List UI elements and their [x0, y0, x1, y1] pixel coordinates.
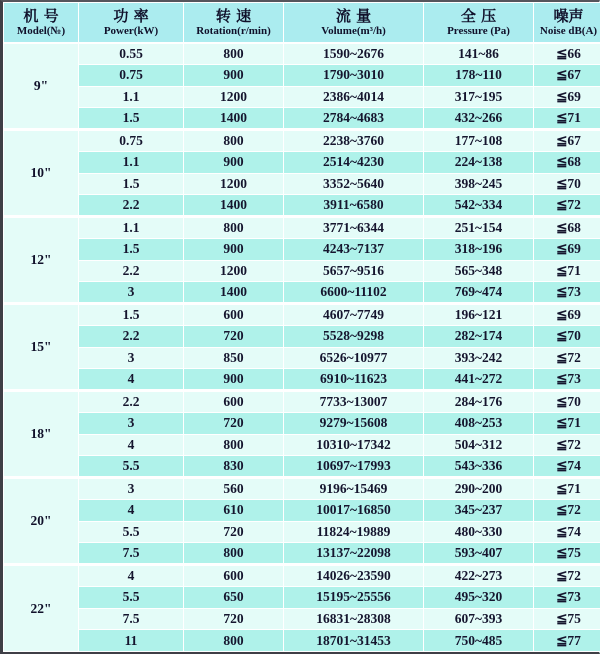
power-cell: 3	[79, 347, 184, 369]
power-cell: 5.5	[79, 456, 184, 478]
pressure-cell: 318~196	[424, 238, 534, 260]
table-header	[4, 3, 600, 43]
pressure-cell: 196~121	[424, 304, 534, 326]
volume-cell: 10017~16850	[284, 499, 424, 521]
header-rotation-zh: 转 速	[215, 6, 252, 25]
pressure-cell: 284~176	[424, 391, 534, 413]
pressure-cell: 177~108	[424, 130, 534, 152]
volume-cell: 3911~6580	[284, 195, 424, 217]
power-cell: 1.1	[79, 151, 184, 173]
noise-cell: ≦68	[534, 151, 600, 173]
volume-cell: 2784~4683	[284, 108, 424, 130]
noise-cell: ≦69	[534, 86, 600, 108]
table-row	[4, 456, 600, 478]
volume-cell: 6910~11623	[284, 369, 424, 391]
power-cell: 4	[79, 499, 184, 521]
header-power-en: Power(kW)	[103, 24, 159, 37]
header-volume-zh: 流 量	[335, 6, 372, 25]
rotation-cell: 600	[184, 391, 284, 413]
noise-cell: ≦73	[534, 282, 600, 304]
volume-cell: 9196~15469	[284, 478, 424, 500]
volume-cell: 2386~4014	[284, 86, 424, 108]
noise-cell: ≦71	[534, 260, 600, 282]
table-row	[4, 130, 600, 152]
noise-cell: ≦68	[534, 217, 600, 239]
noise-cell: ≦75	[534, 543, 600, 565]
rotation-cell: 800	[184, 434, 284, 456]
volume-cell: 4607~7749	[284, 304, 424, 326]
table-row	[4, 325, 600, 347]
rotation-cell: 800	[184, 217, 284, 239]
header-noise-en: Noise dB(A)	[539, 24, 598, 37]
table-row	[4, 369, 600, 391]
volume-cell: 3771~6344	[284, 217, 424, 239]
noise-cell: ≦66	[534, 43, 600, 65]
rotation-cell: 800	[184, 130, 284, 152]
table-row	[4, 543, 600, 565]
volume-cell: 15195~25556	[284, 586, 424, 608]
table-row	[4, 499, 600, 521]
rotation-cell: 800	[184, 630, 284, 652]
table-row	[4, 195, 600, 217]
table-row	[4, 521, 600, 543]
rotation-cell: 850	[184, 347, 284, 369]
noise-cell: ≦71	[534, 108, 600, 130]
noise-cell: ≦71	[534, 478, 600, 500]
noise-cell: ≦72	[534, 195, 600, 217]
table-row	[4, 412, 600, 434]
noise-cell: ≦69	[534, 304, 600, 326]
volume-cell: 14026~23590	[284, 565, 424, 587]
rotation-cell: 1200	[184, 86, 284, 108]
rotation-cell: 650	[184, 586, 284, 608]
rotation-cell: 1400	[184, 108, 284, 130]
noise-cell: ≦71	[534, 412, 600, 434]
power-cell: 0.75	[79, 130, 184, 152]
noise-cell: ≦74	[534, 456, 600, 478]
header-noise-zh: 噪声	[553, 6, 584, 25]
power-cell: 0.75	[79, 64, 184, 86]
power-cell: 5.5	[79, 521, 184, 543]
pressure-cell: 769~474	[424, 282, 534, 304]
table-row	[4, 347, 600, 369]
pressure-cell: 282~174	[424, 325, 534, 347]
table-row	[4, 304, 600, 326]
rotation-cell: 720	[184, 608, 284, 630]
volume-cell: 10697~17993	[284, 456, 424, 478]
noise-cell: ≦69	[534, 238, 600, 260]
pressure-cell: 398~245	[424, 173, 534, 195]
rotation-cell: 830	[184, 456, 284, 478]
power-cell: 1.5	[79, 304, 184, 326]
model-cell: 20"	[4, 478, 79, 565]
header-pressure-en: Pressure (Pa)	[447, 24, 510, 37]
volume-cell: 5528~9298	[284, 325, 424, 347]
table-row	[4, 434, 600, 456]
power-cell: 1.5	[79, 238, 184, 260]
noise-cell: ≦72	[534, 499, 600, 521]
volume-cell: 13137~22098	[284, 543, 424, 565]
volume-cell: 3352~5640	[284, 173, 424, 195]
rotation-cell: 1400	[184, 195, 284, 217]
table-row	[4, 586, 600, 608]
noise-cell: ≦70	[534, 391, 600, 413]
pressure-cell: 251~154	[424, 217, 534, 239]
table-row	[4, 151, 600, 173]
pressure-cell: 504~312	[424, 434, 534, 456]
header-volume	[284, 3, 424, 43]
power-cell: 0.55	[79, 43, 184, 65]
power-cell: 7.5	[79, 543, 184, 565]
power-cell: 2.2	[79, 260, 184, 282]
power-cell: 3	[79, 412, 184, 434]
power-cell: 4	[79, 434, 184, 456]
power-cell: 1.5	[79, 108, 184, 130]
volume-cell: 18701~31453	[284, 630, 424, 652]
power-cell: 7.5	[79, 608, 184, 630]
header-rotation-en: Rotation(r/min)	[196, 24, 271, 37]
rotation-cell: 560	[184, 478, 284, 500]
power-cell: 2.2	[79, 195, 184, 217]
noise-cell: ≦75	[534, 608, 600, 630]
volume-cell: 2514~4230	[284, 151, 424, 173]
noise-cell: ≦67	[534, 64, 600, 86]
rotation-cell: 1200	[184, 260, 284, 282]
model-cell: 15"	[4, 304, 79, 391]
power-cell: 2.2	[79, 391, 184, 413]
rotation-cell: 1400	[184, 282, 284, 304]
table-row	[4, 565, 600, 587]
pressure-cell: 393~242	[424, 347, 534, 369]
table-row	[4, 478, 600, 500]
power-cell: 1.1	[79, 217, 184, 239]
volume-cell: 6526~10977	[284, 347, 424, 369]
volume-cell: 11824~19889	[284, 521, 424, 543]
rotation-cell: 720	[184, 325, 284, 347]
pressure-cell: 224~138	[424, 151, 534, 173]
model-cell: 10"	[4, 130, 79, 217]
power-cell: 4	[79, 369, 184, 391]
model-cell: 9"	[4, 43, 79, 130]
volume-cell: 2238~3760	[284, 130, 424, 152]
power-cell: 3	[79, 478, 184, 500]
table-row	[4, 391, 600, 413]
rotation-cell: 900	[184, 238, 284, 260]
model-cell: 12"	[4, 217, 79, 304]
header-model-en: Model(№)	[16, 24, 66, 37]
table-row	[4, 282, 600, 304]
pressure-cell: 593~407	[424, 543, 534, 565]
table-row	[4, 86, 600, 108]
power-cell: 11	[79, 630, 184, 652]
pressure-cell: 141~86	[424, 43, 534, 65]
rotation-cell: 1200	[184, 173, 284, 195]
table-row	[4, 608, 600, 630]
volume-cell: 10310~17342	[284, 434, 424, 456]
rotation-cell: 900	[184, 151, 284, 173]
rotation-cell: 720	[184, 412, 284, 434]
pressure-cell: 408~253	[424, 412, 534, 434]
volume-cell: 4243~7137	[284, 238, 424, 260]
pressure-cell: 542~334	[424, 195, 534, 217]
spec-table-body	[4, 43, 600, 652]
header-pressure	[424, 3, 534, 43]
pressure-cell: 543~336	[424, 456, 534, 478]
header-noise	[534, 3, 600, 43]
volume-cell: 1790~3010	[284, 64, 424, 86]
rotation-cell: 720	[184, 521, 284, 543]
pressure-cell: 480~330	[424, 521, 534, 543]
noise-cell: ≦67	[534, 130, 600, 152]
power-cell: 1.5	[79, 173, 184, 195]
power-cell: 4	[79, 565, 184, 587]
power-cell: 3	[79, 282, 184, 304]
table-row	[4, 64, 600, 86]
pressure-cell: 422~273	[424, 565, 534, 587]
pressure-cell: 607~393	[424, 608, 534, 630]
table-row	[4, 630, 600, 652]
rotation-cell: 800	[184, 543, 284, 565]
pressure-cell: 495~320	[424, 586, 534, 608]
volume-cell: 9279~15608	[284, 412, 424, 434]
rotation-cell: 610	[184, 499, 284, 521]
header-volume-en: Volume(m³/h)	[321, 24, 386, 37]
header-model-zh: 机 号	[23, 6, 59, 25]
header-pressure-zh: 全 压	[460, 6, 497, 25]
model-cell: 22"	[4, 565, 79, 652]
power-cell: 5.5	[79, 586, 184, 608]
pressure-cell: 432~266	[424, 108, 534, 130]
table-row	[4, 108, 600, 130]
noise-cell: ≦77	[534, 630, 600, 652]
model-cell: 18"	[4, 391, 79, 478]
table-row	[4, 43, 600, 65]
pressure-cell: 290~200	[424, 478, 534, 500]
pressure-cell: 178~110	[424, 64, 534, 86]
rotation-cell: 600	[184, 565, 284, 587]
fan-spec-table	[3, 2, 600, 652]
power-cell: 2.2	[79, 325, 184, 347]
noise-cell: ≦72	[534, 565, 600, 587]
header-model	[4, 3, 79, 43]
rotation-cell: 600	[184, 304, 284, 326]
noise-cell: ≦72	[534, 434, 600, 456]
noise-cell: ≦70	[534, 325, 600, 347]
header-rotation	[184, 3, 284, 43]
noise-cell: ≦73	[534, 369, 600, 391]
pressure-cell: 345~237	[424, 499, 534, 521]
pressure-cell: 317~195	[424, 86, 534, 108]
power-cell: 1.1	[79, 86, 184, 108]
table-row	[4, 173, 600, 195]
volume-cell: 6600~11102	[284, 282, 424, 304]
rotation-cell: 900	[184, 369, 284, 391]
header-power-zh: 功 率	[113, 6, 149, 25]
pressure-cell: 441~272	[424, 369, 534, 391]
table-row	[4, 260, 600, 282]
rotation-cell: 800	[184, 43, 284, 65]
volume-cell: 1590~2676	[284, 43, 424, 65]
noise-cell: ≦74	[534, 521, 600, 543]
rotation-cell: 900	[184, 64, 284, 86]
table-row	[4, 238, 600, 260]
header-power	[79, 3, 184, 43]
volume-cell: 16831~28308	[284, 608, 424, 630]
noise-cell: ≦70	[534, 173, 600, 195]
noise-cell: ≦72	[534, 347, 600, 369]
pressure-cell: 565~348	[424, 260, 534, 282]
table-row	[4, 217, 600, 239]
noise-cell: ≦73	[534, 586, 600, 608]
pressure-cell: 750~485	[424, 630, 534, 652]
volume-cell: 5657~9516	[284, 260, 424, 282]
volume-cell: 7733~13007	[284, 391, 424, 413]
header-row	[4, 3, 600, 43]
